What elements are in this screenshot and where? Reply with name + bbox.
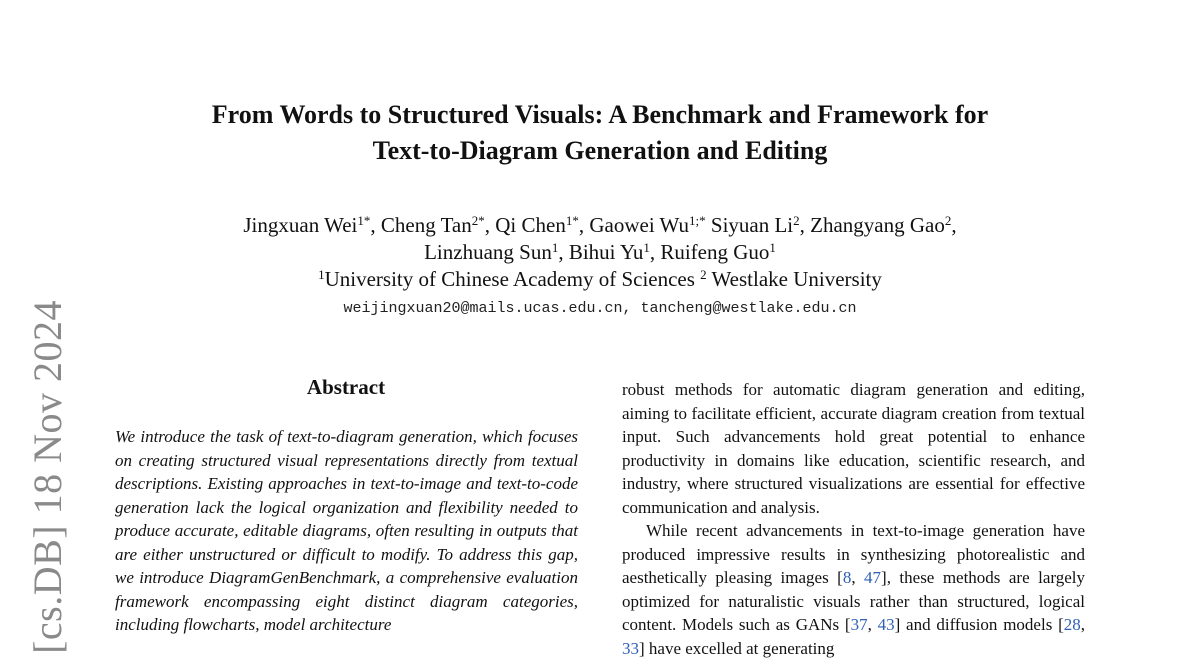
introduction-column (622, 378, 1085, 660)
intro-paragraph-2 (622, 519, 1085, 660)
intro-text: , (867, 615, 878, 634)
affiliation-1: University of Chinese Academy of Sciences (324, 267, 701, 291)
author-name: Ruifeng Guo (660, 240, 770, 264)
author-name: Siyuan Li (710, 213, 794, 237)
intro-text: , (1080, 615, 1085, 634)
author-name: Gaowei Wu (589, 213, 690, 237)
author-name: Cheng Tan (380, 213, 472, 237)
author-sep: , (370, 213, 381, 237)
author-name: Linzhuang Sun (424, 240, 552, 264)
citation-link[interactable]: 8 (842, 568, 852, 587)
author-mark: 2 (793, 213, 800, 228)
author-sep: , (558, 240, 569, 264)
intro-text: ] and diffusion models [ (894, 615, 1064, 634)
author-mark: 1 (769, 240, 776, 255)
citation-link[interactable]: 47 (864, 568, 882, 587)
citation-link[interactable]: 43 (877, 615, 895, 634)
citation-link[interactable]: 28 (1063, 615, 1081, 634)
author-mark: 2* (471, 213, 485, 228)
intro-text: ] have excelled at generating (639, 638, 835, 658)
affiliation-2: Westlake University (706, 267, 882, 291)
author-sep: , (649, 240, 661, 264)
arxiv-side-stamp (22, 300, 72, 654)
author-emails: weijingxuan20@mails.ucas.edu.cn, tancheng@westlake.edu.cn (343, 300, 857, 317)
citation-link[interactable]: 33 (622, 638, 639, 658)
author-name: Qi Chen (495, 213, 566, 237)
author-line-1 (120, 212, 1080, 239)
author-mark: 1;* (689, 213, 706, 228)
intro-paragraph-1: robust methods for automatic diagram generation and editing, aiming to facilitate efficient, accurate diagram creation from textual input. Such advancements hold great potential to enhance productivity in domains like education, scientific research, and industry, where structured visualizations are essential for effective communication and analysis. (622, 380, 1085, 517)
affiliation-mark: 1 (318, 267, 325, 282)
author-mark: 1* (565, 213, 579, 228)
arxiv-id-date: [cs.DB] 18 Nov 2024 (24, 300, 70, 654)
author-mark: 2 (944, 213, 952, 228)
author-name: Bihui Yu (568, 240, 644, 264)
title-line-1: From Words to Structured Visuals: A Benchmark and Framework for (211, 100, 989, 129)
abstract-text: We introduce the task of text-to-diagram generation, which focuses on creating structured visual representations directly from textual descriptions. Existing approaches in text-to-image and text-to-code generation lack the logical organization and flexibility needed to produce accurate, editable diagrams, often resulting in outputs that are either unstructured or difficult to modify. To address this gap, we introduce DiagramGenBenchmark, a comprehensive evaluation framework encompassing eight distinct diagram categories, including flowcharts, model architecture (115, 427, 578, 634)
intro-text: , (851, 568, 865, 587)
paper-title (120, 97, 1080, 169)
intro-text: While recent advancements in text-to-image generation have produced impressive results in synthesizing photorealistic and aesthetically pleasing images [ (622, 521, 1085, 587)
author-line-2 (120, 239, 1080, 266)
author-mark: 1 (643, 240, 650, 255)
affiliation-mark: 2 (700, 267, 707, 282)
author-mark: 1* (357, 213, 371, 228)
author-mark: 1 (551, 240, 559, 255)
affiliations (120, 266, 1080, 293)
citation-link[interactable]: 37 (850, 615, 868, 634)
author-block (120, 212, 1080, 293)
author-sep: , (484, 213, 496, 237)
author-name: Zhangyang Gao (810, 213, 945, 237)
intro-text: ], these methods are largely optimized for naturalistic visuals rather than structured, logical content. Models such as GANs [ (622, 568, 1085, 634)
abstract-heading: Abstract (306, 375, 386, 399)
author-sep: , (951, 213, 957, 237)
author-sep: , (578, 213, 590, 237)
author-name: Jingxuan Wei (243, 213, 358, 237)
title-line-2: Text-to-Diagram Generation and Editing (372, 136, 828, 165)
author-sep: , (799, 213, 811, 237)
